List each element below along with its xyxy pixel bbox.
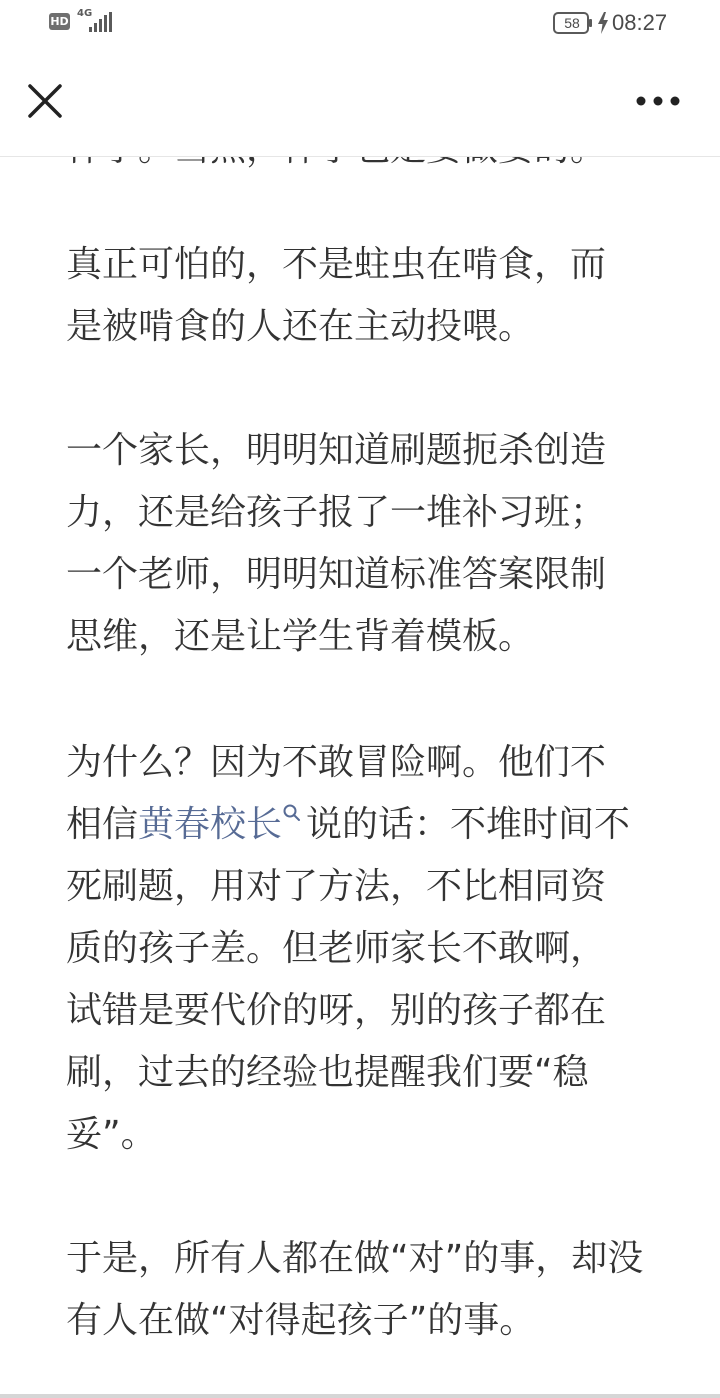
- article-line-segment: 相信: [66, 804, 139, 845]
- close-icon[interactable]: [20, 76, 70, 126]
- article-line: 力，还是给孩子报了一堆补习班；: [66, 492, 607, 533]
- article-line: 试错是要代价的呀，别的孩子都在: [66, 990, 607, 1031]
- article-line: 有人在做“对得起孩子”的事。: [66, 1300, 536, 1341]
- article-line: 是被啃食的人还在主动投喂。: [66, 306, 535, 347]
- article-line: 为什么？因为不敢冒险啊。他们不: [66, 742, 607, 783]
- status-time: 08:27: [612, 10, 668, 35]
- article-line: 真正可怕的，不是蛀虫在啃食，而: [66, 244, 607, 285]
- article-line: 一个老师，明明知道标准答案限制: [66, 554, 607, 595]
- article-line: 思维，还是让学生背着模板。: [66, 616, 535, 657]
- hd-icon: HD: [50, 15, 69, 28]
- bottom-divider: [0, 1394, 720, 1398]
- article-line: [66, 795, 630, 855]
- search-icon[interactable]: [282, 803, 302, 823]
- article-line: 刷，过去的经验也提醒我们要“稳: [66, 1052, 589, 1093]
- top-nav-bar: [0, 48, 720, 157]
- status-bar: [0, 0, 720, 48]
- article-line: 一个家长，明明知道刷题扼杀创造: [66, 430, 607, 471]
- article-line: 死刷题，用对了方法，不比相同资: [66, 866, 607, 907]
- network-type-label: 4G: [77, 8, 93, 19]
- keyword-link[interactable]: 黄春校长: [138, 804, 283, 845]
- more-icon[interactable]: [626, 78, 690, 124]
- article-line: 质的孩子差。但老师家长不敢啊，: [66, 928, 607, 969]
- battery-level: 58: [564, 15, 580, 31]
- article-line-segment: 说的话：不堆时间不: [306, 804, 631, 845]
- article-line: 妥”。: [66, 1114, 157, 1155]
- charging-icon: [597, 12, 609, 34]
- signal-icon: [88, 12, 114, 34]
- article-line: 于是，所有人都在做“对”的事，却没: [66, 1238, 644, 1279]
